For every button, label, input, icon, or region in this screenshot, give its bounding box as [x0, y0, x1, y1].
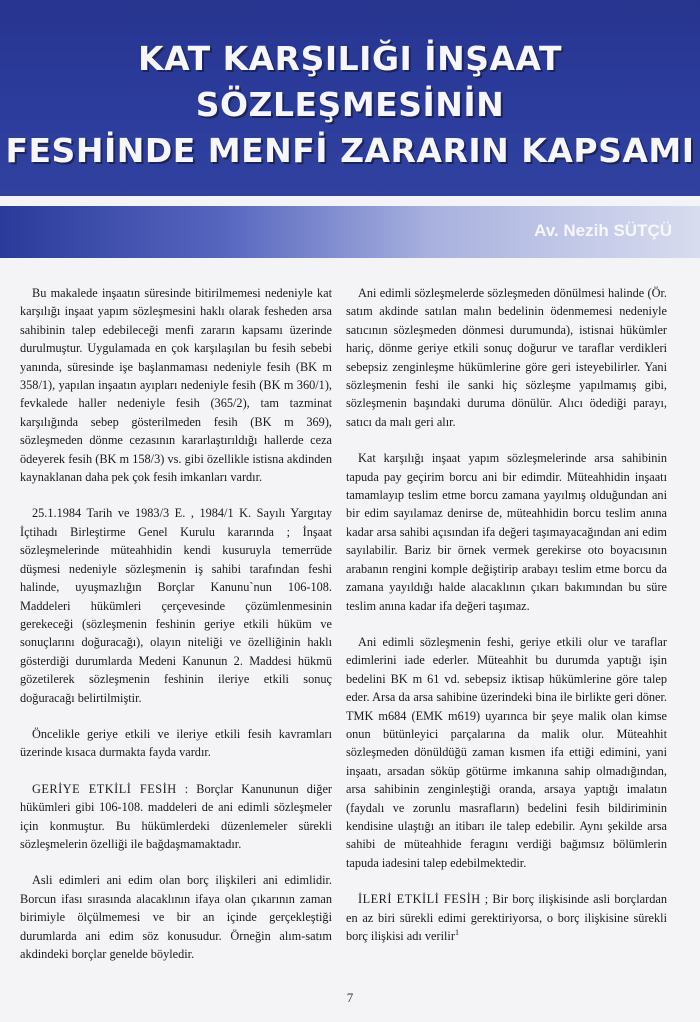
article-title-line-2: FESHİNDE MENFİ ZARARIN KAPSAMI — [5, 131, 695, 170]
paragraph: Asli edimleri ani edim olan borç ilişkileri ani edimlidir. Borcun ifası sırasında alacaklının ifaya olan çıkarının zaman birimiyle ölçülmemesi ve bir an içinde gerçekleştiği durumlarda ani edim söz konusudur. Örneğin alım-satım akdindeki borçlar genelde böyledir. — [20, 873, 332, 961]
paragraph: Öncelikle geriye etkili ve ileriye etkili fesih kavramları üzerinde kısaca durmakta fayda vardır. — [20, 726, 332, 760]
paragraph: Kat karşılığı inşaat yapım sözleşmelerinde arsa sahibinin tapuda pay geçirim borcu ani bir edimdir. Müteahhidin inşaatı tamamlayıp teslim etme borcu zamana yayılmış olduğundan ani bir edim sayılamaz denirse de, müteahhidin borcu teslim anına kadar arsa sahibi açısından ifa değeri taşımayacağından ani edim sayılabilir. Bariz bir örnek vermek gerekirse oto boyacısının arabanın rengini komple değiştirip arabayı teslim etme borcu da zamana yayıldığı halde alacaklının çıkarı bakımından bu süre teslim anına kadar ifa değeri taşımaz. — [346, 451, 667, 613]
section-heading-retroactive: GERİYE ETKİLİ FESİH — [32, 781, 177, 796]
article-title — [0, 36, 700, 174]
paragraph: Ani edimli sözleşmenin feshi, geriye etkili olur ve taraflar edimlerini iade ederler. Müteahhit bu durumda yaptığı işin bedelini BK m 61 vd. sebepsiz iktisap hükümlerine göre talep eder. Arsa da arsa sahibine üzerindeki bina ile birlikte geri döner. TMK m684 (EMK m619) uyarınca bir şeye malik olan kimse onun bütünleyici parçalarına da malik olur. Müteahhit sözleşmeden dönüldüğü zaman kısmen ifa ettiği edimini, yani inşaatı, arsadan söküp götürme imkanına sahip olmadığından, arsa sahibinin zenginleştiği oranda, arsaya yaptığı imalatın (faydalı ve zorunlu masrafların) bedelini fesih bildiriminin kendisine ulaştığı an itibarı ile talep edebilir. Aynı şekilde arsa sahibi de müteahhide feragını verdiği bağımsız bölümlerin tapuda iadesini talep edebilmektedir. — [346, 634, 667, 870]
right-column — [346, 284, 667, 963]
paragraph: Ani edimli sözleşmelerde sözleşmeden dönülmesi halinde (Ör. satım akdinde satılan malın bedelinin ödenmemesi nedeniyle satıcının sözleşmeden dönmesi durumunda), istisnai hükümler hariç, dönme geriye etkili sonuç doğurur ve taraflar verdikleri sebepsiz zenginleşme hükümlerine göre geri isteyebilirler. Yani sözleşmenin feshi ile sanki hiç sözleşme yapılmamış gibi, sözleşmenin başındaki duruma dönülür. Alıcı ödediği parayı, satıcı da malı geri alır. — [346, 286, 667, 429]
paragraph: Bu makalede inşaatın süresinde bitirilmemesi nedeniyle kat karşılığı inşaat yapım sözleşmesini haklı olarak fesheden arsa sahibinin talep edebileceği menfi zararın kapsamı üzerinde durulmuştur. Uygulamada en çok karşılaşılan bu fesih sebebi yanında, süresinde işe başlanmaması nedeniyle fesih (BK m 358/1), yapılan inşaatın ayıpları nedeniyle fesih (BK m 360/1), fevkalede haller nedeniyle fesih (365/2), tam tazminat karşılığında sebep gösterilmeden fesih (BK m 369), sözleşmeden dönme cezasının kararlaştırıldığı hallerde ceza ödeyerek fesih (BK m 158/3) vs. gibi özellikle istisna akdinden kaynaklanan daha pek çok fesih imkanları vardır. — [20, 286, 332, 485]
section-heading-prospective: İLERİ ETKİLİ FESİH — [358, 892, 481, 907]
paragraph-text: : Borçlar Kanununun diğer hükümleri gibi 106-108. maddeleri de ani edimli sözleşmeler için konmuştur. Bu hükümlerdeki düzenlemeler sürekli sözleşmelerin özelliği ile bağdaşmamaktadır. — [20, 781, 333, 851]
left-column — [20, 284, 332, 981]
author-name: Av. Nezih SÜTÇÜ — [534, 221, 672, 240]
title-banner — [0, 0, 700, 196]
footnote-marker: 1 — [454, 927, 459, 937]
page-number: 7 — [346, 990, 354, 1005]
paragraph: 25.1.1984 Tarih ve 1983/3 E. , 1984/1 K. Sayılı Yargıtay İçtihadı Birleştirme Genel Kurulu kararında ; İnşaat sözleşmelerinde müteahhidin kendi kusuruyla temerrüde düşmesi nedeniyle sözleşmenin iş sahibi tarafından feshi halinde, uyuşmazlığın Borçlar Kanunu`nun 106-108. Maddeleri hükümleri çerçevesinde çözümlenmesinin gerekeceği (sözleşmenin feshinin geriye etkili hüküm ve sonuçlarını doğuracağı), olayın niteliği ve özelliğinin haklı gösterdiği durumlarda Medeni Kanunun 2. Maddesi hükmü gözetilerek sözleşmenin feshinin ileriye etkili sonuç doğuracağı belirtilmiştir. — [20, 506, 332, 705]
paragraph — [20, 780, 332, 854]
author-band — [0, 206, 700, 258]
paragraph-text: ; Bir borç ilişkisinde asli borçlardan en az biri sürekli edimi gerektiriyorsa, o borç ilişkisine sürekli borç ilişkisi adı verilir — [346, 892, 667, 943]
article-title-line-1: KAT KARŞILIĞI İNŞAAT SÖZLEŞMESİNİN — [138, 39, 562, 124]
paragraph — [346, 890, 667, 945]
